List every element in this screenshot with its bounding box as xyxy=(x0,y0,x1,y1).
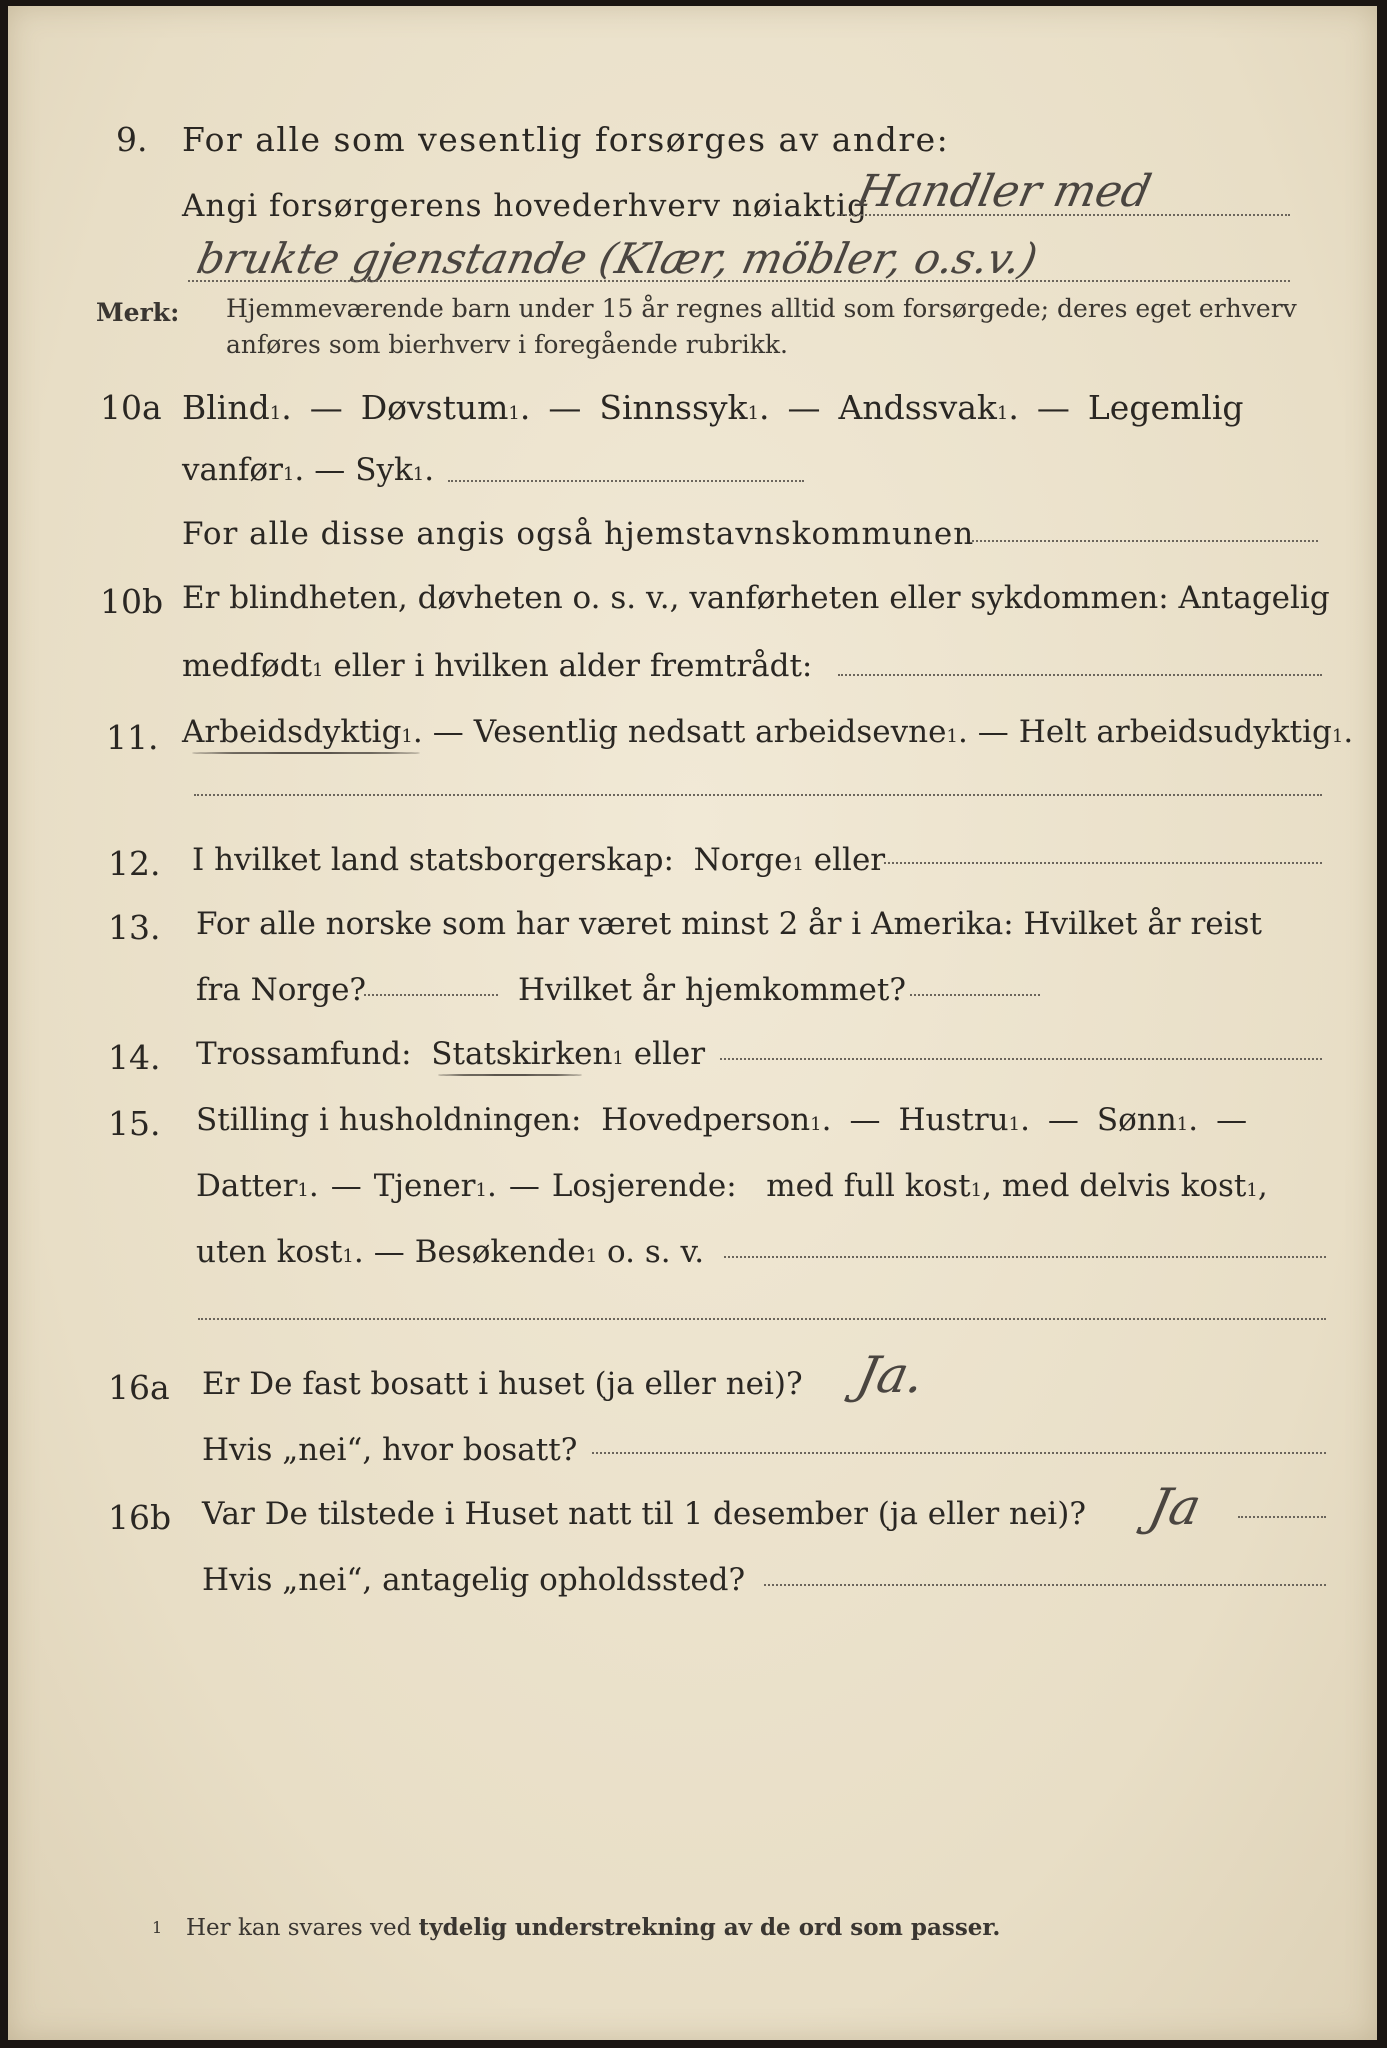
option-norge: Norge xyxy=(693,842,793,878)
q10a-answer-line-1 xyxy=(448,480,804,482)
q15-line1: Stilling i husholdningen: Hovedperson 1 . — Hustru 1 . — Sønn 1 . — xyxy=(196,1102,1248,1138)
q10b-answer-line xyxy=(838,674,1322,676)
q16b-handwritten-answer: Ja xyxy=(1143,1478,1207,1536)
option-med-full-kost: med full kost xyxy=(766,1168,971,1204)
q12-number: 12. xyxy=(108,844,161,883)
option-dovstum: Døvstum xyxy=(360,388,509,427)
q13-line2a: fra Norge? xyxy=(196,972,367,1008)
option-vanfor: vanfør xyxy=(182,452,283,488)
q16a-line1: Er De fast bosatt i huset (ja eller nei)? xyxy=(202,1366,803,1402)
handwritten-underline-statskirken xyxy=(438,1074,582,1076)
q16b-answer-line-2 xyxy=(764,1584,1326,1586)
q10a-line1: Blind 1 . — Døvstum 1 . — Sinnssyk 1 . — Andssvak 1 . — Legemlig xyxy=(182,388,1244,427)
option-uten-kost: uten kost xyxy=(196,1234,343,1270)
q16b-line2: Hvis „nei“, antagelig opholdssted? xyxy=(202,1562,746,1598)
option-arbeidsdyktig: Arbeidsdyktig xyxy=(182,714,402,750)
q10a-line3: For alle disse angis også hjemstavnskommunen xyxy=(182,516,975,552)
q16a-handwritten-answer: Ja. xyxy=(851,1346,930,1404)
option-blind: Blind xyxy=(182,388,270,427)
q9-handwritten-answer-1: Handler med xyxy=(852,166,1156,217)
option-legemlig: Legemlig xyxy=(1087,388,1244,427)
q10a-answer-line-2 xyxy=(972,540,1318,542)
q12-answer-line xyxy=(884,862,1322,864)
footnote-mark: 1 xyxy=(152,1918,163,1937)
q13-line1: For alle norske som har været minst 2 år i Amerika: Hvilket år reist xyxy=(196,906,1262,942)
q15-answer-line-2 xyxy=(198,1318,1326,1320)
q16a-number: 16a xyxy=(108,1368,170,1407)
option-tjener: Tjener xyxy=(373,1168,476,1204)
footnote-text: Her kan svares ved tydelig understrekning av de ord som passer. xyxy=(186,1914,1001,1941)
census-form-page xyxy=(8,6,1377,2040)
q14-answer-line xyxy=(720,1058,1322,1060)
q13-line2b: Hvilket år hjemkommet? xyxy=(518,972,906,1008)
option-helt-udyktig: Helt arbeidsudyktig xyxy=(1018,714,1332,750)
q10a-line2: vanfør 1 . — Syk 1 . xyxy=(182,452,435,488)
q11-line1: Arbeidsdyktig 1 . — Vesentlig nedsatt arbeidsevne 1 . — Helt arbeidsudyktig 1 . xyxy=(182,714,1354,750)
handwritten-underline-arbeidsdyktig xyxy=(192,752,420,754)
q16b-answer-line-1 xyxy=(1238,1516,1326,1518)
option-losjerende: Losjerende: xyxy=(551,1168,737,1204)
q9-line2: Angi forsørgerens hovederhverv nøiaktig xyxy=(182,188,868,224)
q9-number: 9. xyxy=(116,120,148,159)
q15-line2: Datter 1 . — Tjener 1 . — Losjerende: med full kost 1 , med delvis kost 1 , xyxy=(196,1168,1268,1204)
option-syk: Syk xyxy=(355,452,413,488)
q16b-line1: Var De tilstede i Huset natt til 1 desember (ja eller nei)? xyxy=(202,1496,1086,1532)
q10b-line2: medfødt 1 eller i hvilken alder fremtrådt: xyxy=(182,648,813,684)
option-hovedperson: Hovedperson xyxy=(601,1102,811,1138)
option-hustru: Hustru xyxy=(898,1102,1009,1138)
q14-number: 14. xyxy=(108,1038,161,1077)
q10b-number: 10b xyxy=(100,582,164,621)
option-medfodt: medfødt xyxy=(182,648,313,684)
option-besokende: Besøkende xyxy=(414,1234,586,1270)
q11-number: 11. xyxy=(106,718,159,757)
option-datter: Datter xyxy=(196,1168,298,1204)
q14-line: Trossamfund: Statskirken 1 eller xyxy=(196,1036,706,1072)
option-sinnssyk: Sinnssyk xyxy=(599,388,748,427)
q15-number: 15. xyxy=(108,1104,161,1143)
option-statskirken: Statskirken xyxy=(431,1036,613,1072)
q10b-line1: Er blindheten, døvheten o. s. v., vanførheten eller sykdommen: Antagelig xyxy=(182,580,1330,616)
q11-answer-line xyxy=(194,794,1322,796)
q13-answer-line-2 xyxy=(910,994,1040,996)
merk-line1: Hjemmeværende barn under 15 år regnes alltid som forsørgede; deres eget erhverv xyxy=(226,294,1297,323)
merk-label: Merk: xyxy=(96,298,180,327)
merk-line2: anføres som bierhverv i foregående rubrikk. xyxy=(226,330,788,359)
q12-line: I hvilket land statsborgerskap: Norge 1 eller xyxy=(192,842,886,878)
q13-answer-line-1 xyxy=(364,994,498,996)
q16a-answer-line xyxy=(592,1452,1326,1454)
q13-number: 13. xyxy=(108,908,161,947)
q15-answer-line-1 xyxy=(724,1256,1326,1258)
q9-answer-line-1 xyxy=(838,214,1290,216)
option-andssvak: Andssvak xyxy=(838,388,997,427)
option-vesentlig-nedsatt: Vesentlig nedsatt arbeidsevne xyxy=(473,714,947,750)
q10a-number: 10a xyxy=(100,388,162,427)
q16b-number: 16b xyxy=(108,1498,172,1537)
q9-handwritten-answer-2: brukte gjenstande (Klær, möbler, o.s.v.) xyxy=(192,234,1042,283)
option-sonn: Sønn xyxy=(1096,1102,1177,1138)
q9-answer-line-2 xyxy=(188,280,1290,282)
q16a-line2: Hvis „nei“, hvor bosatt? xyxy=(202,1432,578,1468)
q15-line3: uten kost 1 . — Besøkende 1 o. s. v. xyxy=(196,1234,705,1270)
q9-line1: For alle som vesentlig forsørges av andre: xyxy=(182,120,950,159)
option-med-delvis-kost: med delvis kost xyxy=(1001,1168,1247,1204)
